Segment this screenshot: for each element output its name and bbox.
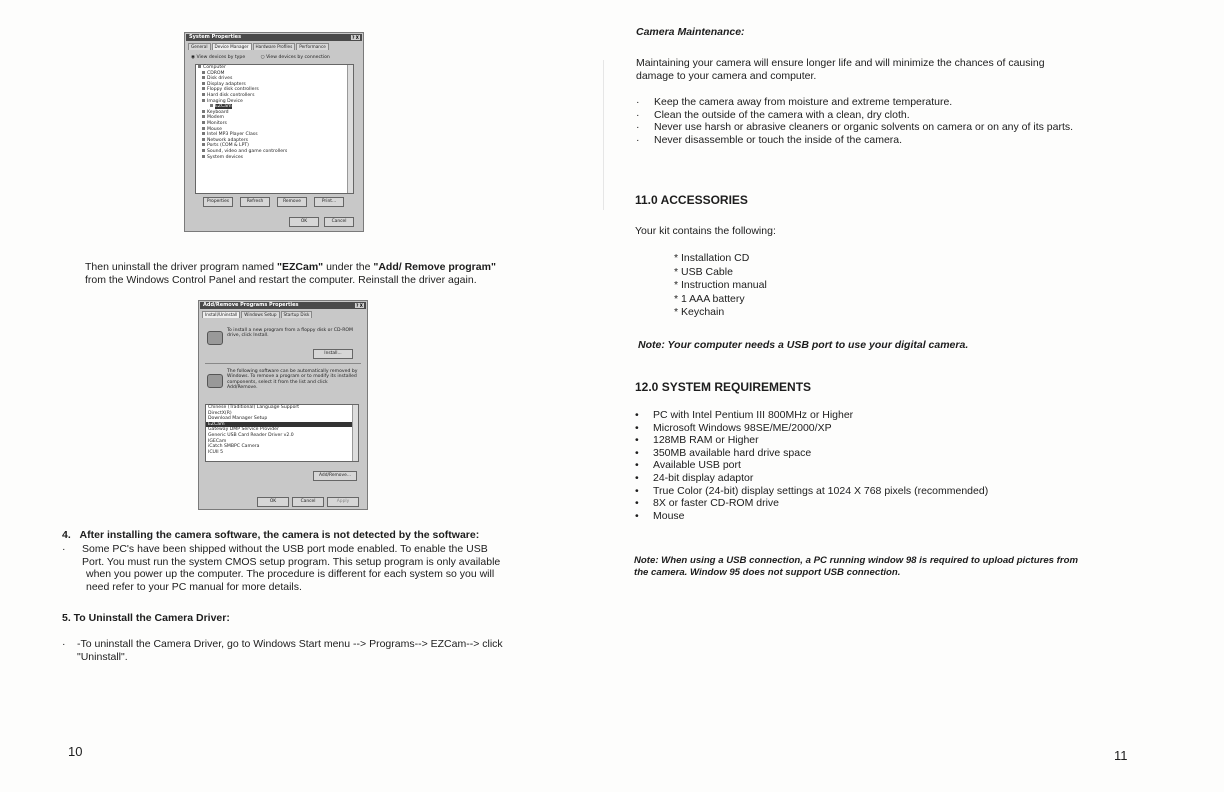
list-item: Download Manager Setup: [208, 416, 268, 422]
requirement-item: • True Color (24-bit) display settings at 1024 X 768 pixels (recommended): [635, 484, 989, 497]
tab-startup-disk: Startup Disk: [281, 311, 313, 318]
requirement-item: • Microsoft Windows 98SE/ME/2000/XP: [635, 421, 832, 434]
tree-item: Keyboard: [196, 110, 353, 116]
add-remove-button: Add/Remove...: [313, 471, 357, 481]
remove-instructions: The following software can be automatically removed by Windows. To remove a program or to modify its installed components, select it from the list and click Add/Remove.: [227, 369, 358, 391]
radio-icon: ◉: [191, 55, 196, 60]
requirement-item: • 350MB available hard drive space: [635, 446, 812, 459]
refresh-button: Refresh: [240, 197, 270, 207]
item-5-heading: 5. To Uninstall the Camera Driver:: [62, 612, 230, 624]
ok-button: OK: [289, 217, 319, 227]
maintenance-item: · Never disassemble or touch the inside of the camera.: [636, 133, 903, 146]
tree-item: Display adapters: [196, 82, 353, 88]
maintenance-item: · Keep the camera away from moisture and extreme temperature.: [636, 96, 953, 108]
tree-item: Hard disk controllers: [196, 93, 353, 99]
accessories-list: [674, 252, 767, 320]
close-icon: ? X: [356, 303, 363, 308]
window-title: Add/Remove Programs Properties: [203, 302, 299, 308]
maintenance-title: Camera Maintenance:: [636, 26, 745, 38]
list-item: Chinese (Traditional) Language Support: [208, 405, 300, 410]
window-titlebar: [186, 34, 362, 41]
page-fold: [603, 60, 604, 210]
tree-item: Modem: [196, 115, 353, 121]
tree-item: Imaging Device: [196, 99, 353, 105]
requirements-title: 12.0 SYSTEM REQUIREMENTS: [635, 380, 812, 394]
radio-icon: ○: [260, 55, 265, 60]
add-remove-programs-screenshot: [198, 300, 368, 510]
requirement-item: • 8X or faster CD-ROM drive: [635, 497, 780, 510]
bullet: ·: [62, 638, 66, 650]
tree-item: Intel MP3 Player Class: [196, 132, 353, 138]
list-item: Gateway DMP Service Provider: [208, 427, 279, 433]
requirement-item: • 128MB RAM or Higher: [635, 434, 759, 447]
maintenance-list: [636, 96, 1206, 146]
device-manager-screenshot: [184, 32, 364, 232]
install-instructions: To install a new program from a floppy disk or CD-ROM drive, click Install.: [227, 328, 353, 339]
tree-item: Floppy disk controllers: [196, 87, 353, 93]
tree-item: CDROM: [196, 71, 353, 77]
list-item-selected: EZCam: [206, 422, 358, 428]
window-title: System Properties: [189, 34, 242, 40]
tab-device-manager: Device Manager: [212, 43, 252, 50]
ok-button: OK: [257, 497, 289, 507]
tree-item: System devices: [196, 155, 353, 161]
radio-by-type-label: View devices by type: [196, 55, 246, 60]
radio-by-connection-label: View devices by connection: [266, 55, 330, 60]
list-item: ICUII 5: [208, 449, 224, 455]
tab-general: General: [188, 43, 211, 50]
accessory-item: * 1 AAA battery: [674, 292, 745, 305]
item-4-heading: 4. After installing the camera software, the camera is not detected by the software:: [62, 529, 480, 541]
list-item: Generic USB Card Reader Driver v2.0: [208, 432, 294, 438]
properties-button: Properties: [203, 197, 233, 207]
install-button: Install...: [313, 349, 353, 359]
remove-button: Remove: [277, 197, 307, 207]
scrollbar: [352, 405, 358, 461]
tree-item: Mouse: [196, 127, 353, 133]
accessory-item: * USB Cable: [674, 265, 733, 278]
bullet: ·: [62, 543, 66, 555]
list-item: IGECam: [208, 438, 227, 444]
uninstall-paragraph: Then uninstall the driver program named "EZCam" under the "Add/ Remove program" from the Windows Control Panel and restart the computer. Reinstall the driver again.: [85, 261, 496, 286]
tree-item: Network adapters: [196, 138, 353, 144]
accessory-item: * Keychain: [674, 306, 725, 318]
accessories-intro: Your kit contains the following:: [635, 225, 776, 237]
install-disk-icon: [207, 331, 223, 345]
page-number: 10: [68, 744, 83, 759]
item-5-body: -To uninstall the Camera Driver, go to Windows Start menu --> Programs--> EZCam--> click "Uninstall".: [77, 638, 503, 663]
tree-item: Sound, video and game controllers: [196, 149, 353, 155]
tab-hardware-profiles: Hardware Profiles: [253, 43, 296, 50]
window-titlebar: [200, 302, 366, 309]
requirement-item: • Mouse: [635, 509, 685, 522]
cancel-button: Cancel: [324, 217, 354, 227]
page-number: 11: [1114, 748, 1128, 763]
accessories-note: Note: Your computer needs a USB port to use your digital camera.: [638, 339, 969, 351]
requirement-item: • PC with Intel Pentium III 800MHz or Higher: [635, 409, 854, 421]
requirement-item: • 24-bit display adaptor: [635, 471, 754, 484]
list-item: DirectX(R): [208, 410, 232, 416]
tab-install-uninstall: Install/Uninstall: [202, 311, 240, 318]
maintenance-intro: Maintaining your camera will ensure longer life and will minimize the chances of causing damage to your camera and computer.: [636, 57, 1045, 82]
accessory-item: * Installation CD: [674, 252, 750, 264]
device-tree: [195, 64, 354, 194]
item-4-body: Some PC's have been shipped without the USB port mode enabled. To enable the USB Port. You must run the system CMOS setup program. This setup program is only available when you power up the computer. The procedure is different for each system so you will need refer to your PC manual for more details.: [82, 543, 501, 593]
requirement-item: • Available USB port: [635, 459, 741, 472]
divider: [205, 363, 361, 364]
tree-item: Ports (COM & LPT): [196, 143, 353, 149]
print-button: Print...: [314, 197, 344, 207]
tab-performance: Performance: [296, 43, 329, 50]
cancel-button: Cancel: [292, 497, 324, 507]
close-icon: ? X: [352, 35, 359, 40]
list-item: iCatch SMBPC Camera: [208, 444, 260, 450]
view-options: [191, 55, 330, 60]
tab-strip: [188, 43, 329, 50]
tree-item: Computer: [196, 65, 353, 71]
requirements-note: Note: When using a USB connection, a PC running window 98 is required to upload pictures from the camera. Window 95 does not support USB connection.: [634, 555, 1079, 578]
program-list: [205, 404, 359, 462]
maintenance-item: · Never use harsh or abrasive cleaners or organic solvents on camera or on any of its parts.: [636, 121, 1074, 134]
accessories-title: 11.0 ACCESSORIES: [635, 193, 748, 207]
requirements-list: [635, 409, 1205, 522]
tab-windows-setup: Windows Setup: [241, 311, 279, 318]
tab-strip: [202, 311, 312, 318]
accessory-item: * Instruction manual: [674, 279, 767, 291]
computer-icon: [207, 374, 223, 388]
maintenance-item: · Clean the outside of the camera with a clean, dry cloth.: [636, 108, 910, 121]
apply-button: Apply: [327, 497, 359, 507]
scrollbar: [347, 65, 353, 193]
tree-item: Monitors: [196, 121, 353, 127]
page-11: [612, 0, 1224, 792]
tree-item: Disk drives: [196, 76, 353, 82]
tree-item-ezcam: EZCam: [196, 104, 353, 110]
